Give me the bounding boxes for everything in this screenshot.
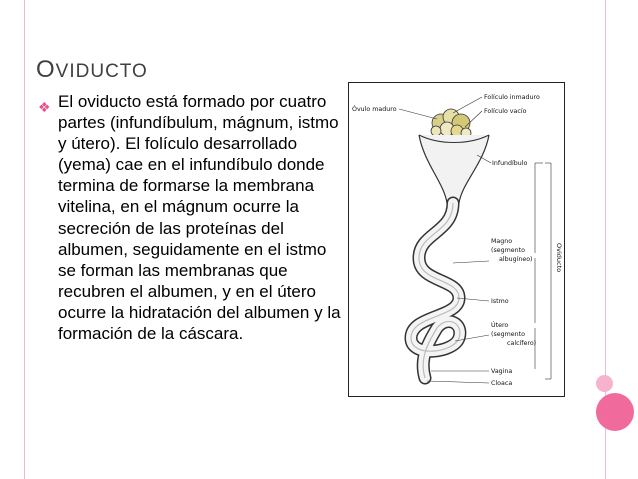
- label-infundibulo: Infundíbulo: [492, 160, 528, 167]
- label-magno: Magno: [491, 238, 513, 245]
- label-magno-albugineo: albugíneo): [499, 256, 533, 263]
- label-vagina: Vagina: [491, 368, 513, 375]
- label-utero-calcifero: calcífero): [507, 340, 537, 347]
- label-foliculo-vacio: Folículo vacío: [484, 108, 527, 115]
- label-cloaca: Cloaca: [491, 380, 513, 387]
- label-utero-segmento: (segmento: [491, 331, 525, 338]
- diamond-bullet-icon: ❖: [38, 99, 51, 115]
- label-ovulo-maduro: Óvulo maduro: [352, 106, 397, 113]
- decorative-dot-small: [596, 375, 613, 392]
- label-oviducto-side: Oviducto: [555, 243, 563, 273]
- frame-line-left: [24, 0, 25, 479]
- label-istmo: Istmo: [491, 298, 509, 305]
- slide-title: OVIDUCTO: [36, 56, 148, 83]
- label-magno-segmento: (segmento: [491, 247, 525, 254]
- decorative-dot-large: [596, 393, 634, 431]
- label-foliculo-inmaduro: Folículo inmaduro: [484, 94, 540, 101]
- oviduct-diagram: [348, 82, 565, 397]
- infundibulum-funnel: [419, 135, 489, 203]
- label-utero: Útero: [491, 322, 509, 329]
- follicle-cluster: [431, 109, 471, 138]
- oviduct-diagram-svg: [349, 83, 566, 398]
- bullet-text: El oviducto está formado por cuatro partes (infundíbulum, mágnum, istmo y útero). El folículo desarrollado (yema) cae en el infundíbulo donde termina de formarse la membrana vitelina, en el mágnum ocurre la secreción de las proteínas del albumen, seguidamente en el istmo se forman las membranas que recubren el albumen, y en el útero ocurre la hidratación del albumen y la formación de la cáscara.: [58, 92, 341, 344]
